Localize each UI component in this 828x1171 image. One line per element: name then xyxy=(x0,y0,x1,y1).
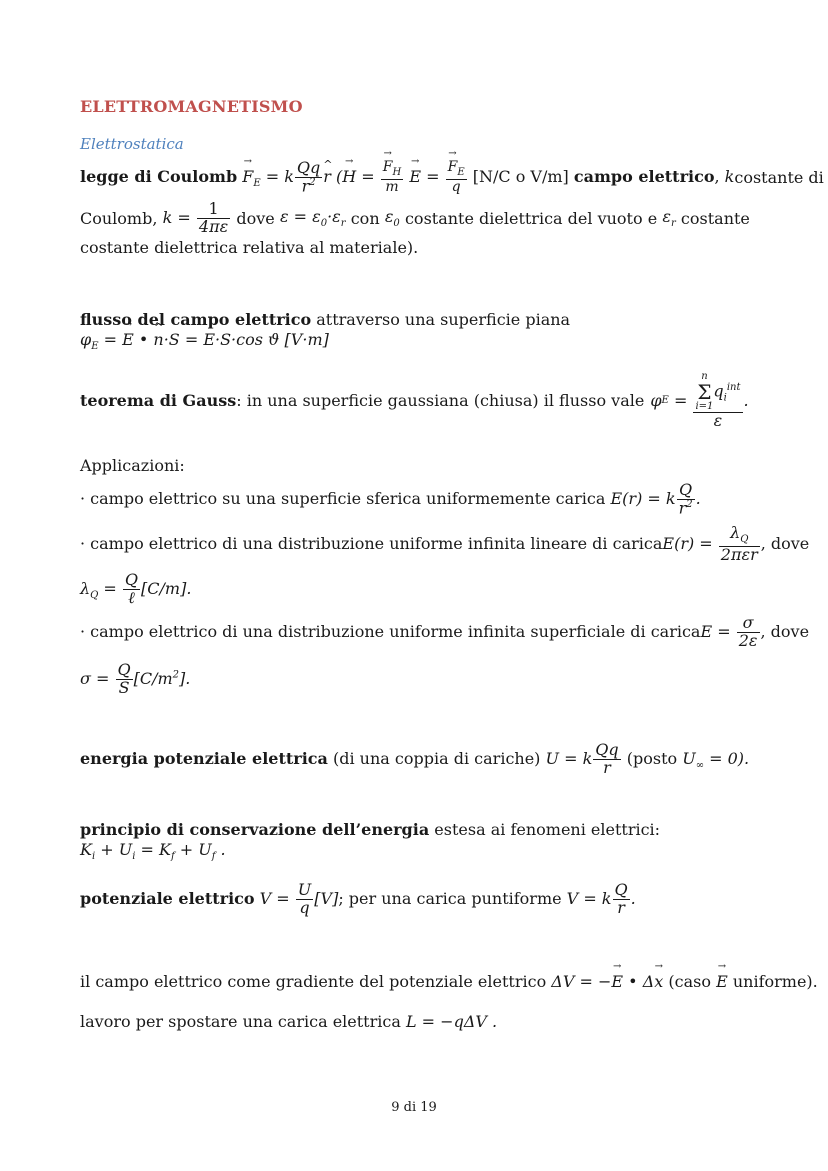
sphere-field-formula: E(r) = k $\frac{Q}{r^2}$ . xyxy=(610,480,701,518)
potential-energy-paragraph: energia potenziale elettrica (di una coppia di cariche) U = k $\frac{Qq}{r}$ (posto $U_\infty = 0$). xyxy=(80,740,750,777)
application-item-1: · campo elettrico su una superficie sferica uniformemente carica E(r) = k $\frac{Q}{r^2}$ . xyxy=(80,480,701,518)
line-field-formula: E(r) = $\frac{\lambda_Q}{\text{2πεr}}$ xyxy=(662,523,758,564)
linear-density-formula: $\lambda_Q$ = $\frac{Q}{\text{ℓ}}$ [C/m]. xyxy=(80,570,192,607)
potential-label: potenziale elettrico xyxy=(80,888,255,908)
coulomb-law-paragraph: legge di Coulomb → $F_E = k$ $\frac{Qq}{r^2}$ ^ r (→ H = → $\frac{F_H}{m}$ → E = → $\frac{F_E}{q}$ [N/C o V/m] campo elettrico, k costante di Coulomb, k = $\frac{1}{4\pi\varepsilon}$ dove $\varepsilon = \varepsilon_0\cdot\varepsilon_r$ con $\varepsilon_0$ costante dielettrica del vuoto e $\varepsilon_r$ costante costante dielettrica relativa al materiale). xyxy=(80,160,750,257)
coulomb-text5: con xyxy=(350,208,380,228)
section-title: ELETTROMAGNETISMO xyxy=(80,97,303,116)
gradient-formula: ΔV = −→ E • Δ→ x xyxy=(551,972,663,991)
coulomb-text6: costante dielettrica del vuoto e xyxy=(404,208,658,228)
field-units: [N/C o V/m] xyxy=(472,166,569,186)
point-charge-potential-formula: V = k $\frac{Q}{r}$ . xyxy=(566,880,636,917)
plane-field-formula: E = $\frac{\sigma}{2\varepsilon}$ xyxy=(700,613,758,650)
subsection-title: Elettrostatica xyxy=(80,135,184,153)
surface-density-formula: σ = $\frac{Q}{S}$ $[C/m^2]$. xyxy=(80,660,191,697)
coulomb-constant-formula: k = $\frac{1}{4\pi\varepsilon}$ xyxy=(162,198,229,236)
energy-conservation-paragraph: principio di conservazione dell’energia estesa ai fenomeni elettrici: $K_i + U_i = K_f + U_f$ . xyxy=(80,820,661,863)
potential-energy-formula: U = k $\frac{Qq}{r}$ xyxy=(545,740,619,777)
potential-formula: V = $\frac{U}{q}$ [V] xyxy=(259,880,339,917)
gauss-label: teorema di Gauss xyxy=(80,390,237,410)
work-paragraph: lavoro per spostare una carica elettrica L = −qΔV . xyxy=(80,1012,498,1031)
coulomb-text3: Coulomb, xyxy=(80,208,158,228)
gauss-text: : in una superficie gaussiana (chiusa) il flusso vale xyxy=(236,390,645,410)
applications-heading: Applicazioni: xyxy=(80,456,185,475)
electric-field-label: campo elettrico xyxy=(573,166,715,186)
coulomb-text7: costante dielettrica relativa al materiale). xyxy=(80,237,419,257)
coulomb-label: legge di Coulomb xyxy=(80,166,238,186)
gauss-formula: φ E = n Σ $i=1q_i^{int}$ ε . xyxy=(650,371,749,430)
application-item-3: · campo elettrico di una distribuzione uniforme infinita superficiale di carica E = $\frac{\sigma}{2\varepsilon}$ , dove xyxy=(80,613,810,650)
coulomb-text2: costante di xyxy=(734,167,824,187)
gauss-paragraph xyxy=(80,372,750,430)
flux-formula: $\varphi_E$ = → E • ^ n·S = E·S·cos ϑ [V·m] xyxy=(80,330,329,349)
flux-label: flusso del campo elettrico xyxy=(80,310,312,329)
electric-potential-paragraph: potenziale elettrico V = $\frac{U}{q}$ [V]; per una carica puntiforme V = k $\frac{Q}{r}$ . xyxy=(80,880,636,917)
permittivity-formula: $\varepsilon = \varepsilon_0\cdot\varepsilon_r$ xyxy=(279,206,346,229)
coulomb-formula: → $F_E = k$ $\frac{Qq}{r^2}$ ^ r (→ H = → $\frac{F_H}{m}$ → E = → $\frac{F_E}{q}$ xyxy=(242,167,473,186)
flux-text: attraverso una superficie piana xyxy=(316,310,571,329)
conservation-formula: $K_i + U_i = K_f + U_f$ . xyxy=(80,840,226,863)
potential-energy-label: energia potenziale elettrica xyxy=(80,748,328,768)
coulomb-text4: dove xyxy=(236,208,275,228)
page-number: 9 di 19 xyxy=(391,1100,437,1115)
flux-paragraph xyxy=(80,310,750,354)
conservation-label: principio di conservazione dell’energia xyxy=(80,820,430,839)
work-formula: L = −qΔV . xyxy=(405,1012,498,1031)
application-item-2: · campo elettrico di una distribuzione uniforme infinita lineare di carica E(r) = $\frac{\lambda_Q}{\text{2πεr}}$ , dove xyxy=(80,523,810,564)
gradient-paragraph: il campo elettrico come gradiente del potenziale elettrico ΔV = −→ E • Δ→ x (caso → E uniforme). xyxy=(80,972,750,992)
